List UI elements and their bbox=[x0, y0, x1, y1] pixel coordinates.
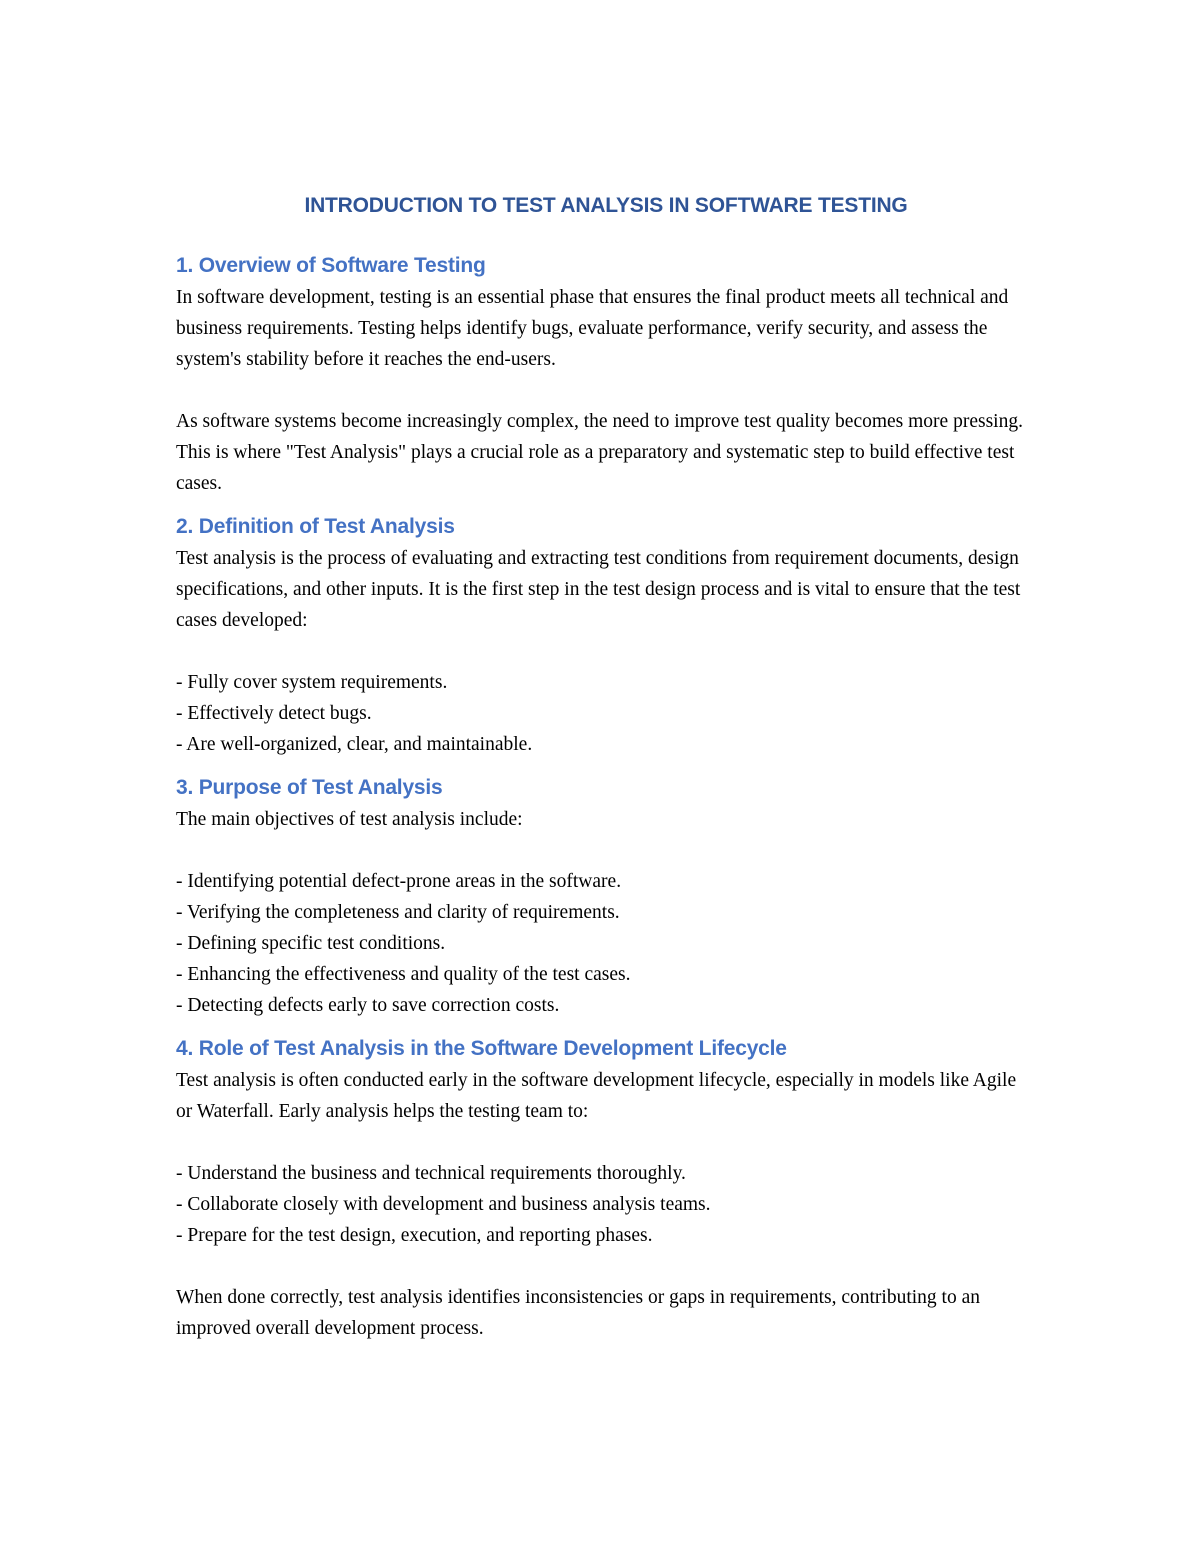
list-item: - Collaborate closely with development and business analysis teams. bbox=[176, 1194, 711, 1215]
list-item: - Identifying potential defect-prone areas in the software. bbox=[176, 871, 622, 892]
paragraph: Test analysis is the process of evaluating and extracting test conditions from requirement documents, design specifications, and other inputs. It is the first step in the test design process and is vital to ensure that the test cases developed: bbox=[176, 548, 1021, 631]
section-definition bbox=[176, 511, 1036, 760]
bullet-list bbox=[176, 667, 1036, 760]
paragraph-spacer bbox=[176, 375, 1036, 406]
section-heading: 1. Overview of Software Testing bbox=[176, 254, 486, 277]
list-item: - Verifying the completeness and clarity of requirements. bbox=[176, 902, 620, 923]
paragraph: The main objectives of test analysis include: bbox=[176, 809, 523, 830]
list-item: - Effectively detect bugs. bbox=[176, 703, 372, 724]
paragraph: As software systems become increasingly complex, the need to improve test quality becomes more pressing. This is where "Test Analysis" plays a crucial role as a preparatory and systematic step to build effective test cases. bbox=[176, 411, 1023, 494]
bullet-list bbox=[176, 1158, 1036, 1251]
paragraph: In software development, testing is an essential phase that ensures the final product meets all technical and business requirements. Testing helps identify bugs, evaluate performance, verify security, and assess the system's stability before it reaches the end-users. bbox=[176, 287, 1009, 370]
paragraph: Test analysis is often conducted early in the software development lifecycle, especially in models like Agile or Waterfall. Early analysis helps the testing team to: bbox=[176, 1070, 1017, 1122]
list-item: - Fully cover system requirements. bbox=[176, 672, 448, 693]
list-item: - Defining specific test conditions. bbox=[176, 933, 446, 954]
list-item: - Prepare for the test design, execution, and reporting phases. bbox=[176, 1225, 653, 1246]
paragraph-spacer bbox=[176, 1127, 1036, 1158]
list-item: - Are well-organized, clear, and maintainable. bbox=[176, 734, 533, 755]
paragraph-spacer bbox=[176, 835, 1036, 866]
section-heading: 2. Definition of Test Analysis bbox=[176, 515, 455, 538]
section-purpose bbox=[176, 772, 1036, 1021]
list-item: - Understand the business and technical requirements thoroughly. bbox=[176, 1163, 686, 1184]
document-body bbox=[176, 190, 1036, 1356]
section-heading: 4. Role of Test Analysis in the Software Development Lifecycle bbox=[176, 1037, 787, 1060]
document-title: INTRODUCTION TO TEST ANALYSIS IN SOFTWARE TESTING bbox=[304, 194, 908, 217]
list-item: - Detecting defects early to save correction costs. bbox=[176, 995, 560, 1016]
section-role bbox=[176, 1033, 1036, 1344]
section-heading: 3. Purpose of Test Analysis bbox=[176, 776, 443, 799]
bullet-list bbox=[176, 866, 1036, 1021]
paragraph: When done correctly, test analysis identifies inconsistencies or gaps in requirements, contributing to an improved overall development process. bbox=[176, 1287, 980, 1339]
list-item: - Enhancing the effectiveness and quality of the test cases. bbox=[176, 964, 631, 985]
section-overview bbox=[176, 250, 1036, 499]
paragraph-spacer bbox=[176, 1251, 1036, 1282]
paragraph-spacer bbox=[176, 636, 1036, 667]
